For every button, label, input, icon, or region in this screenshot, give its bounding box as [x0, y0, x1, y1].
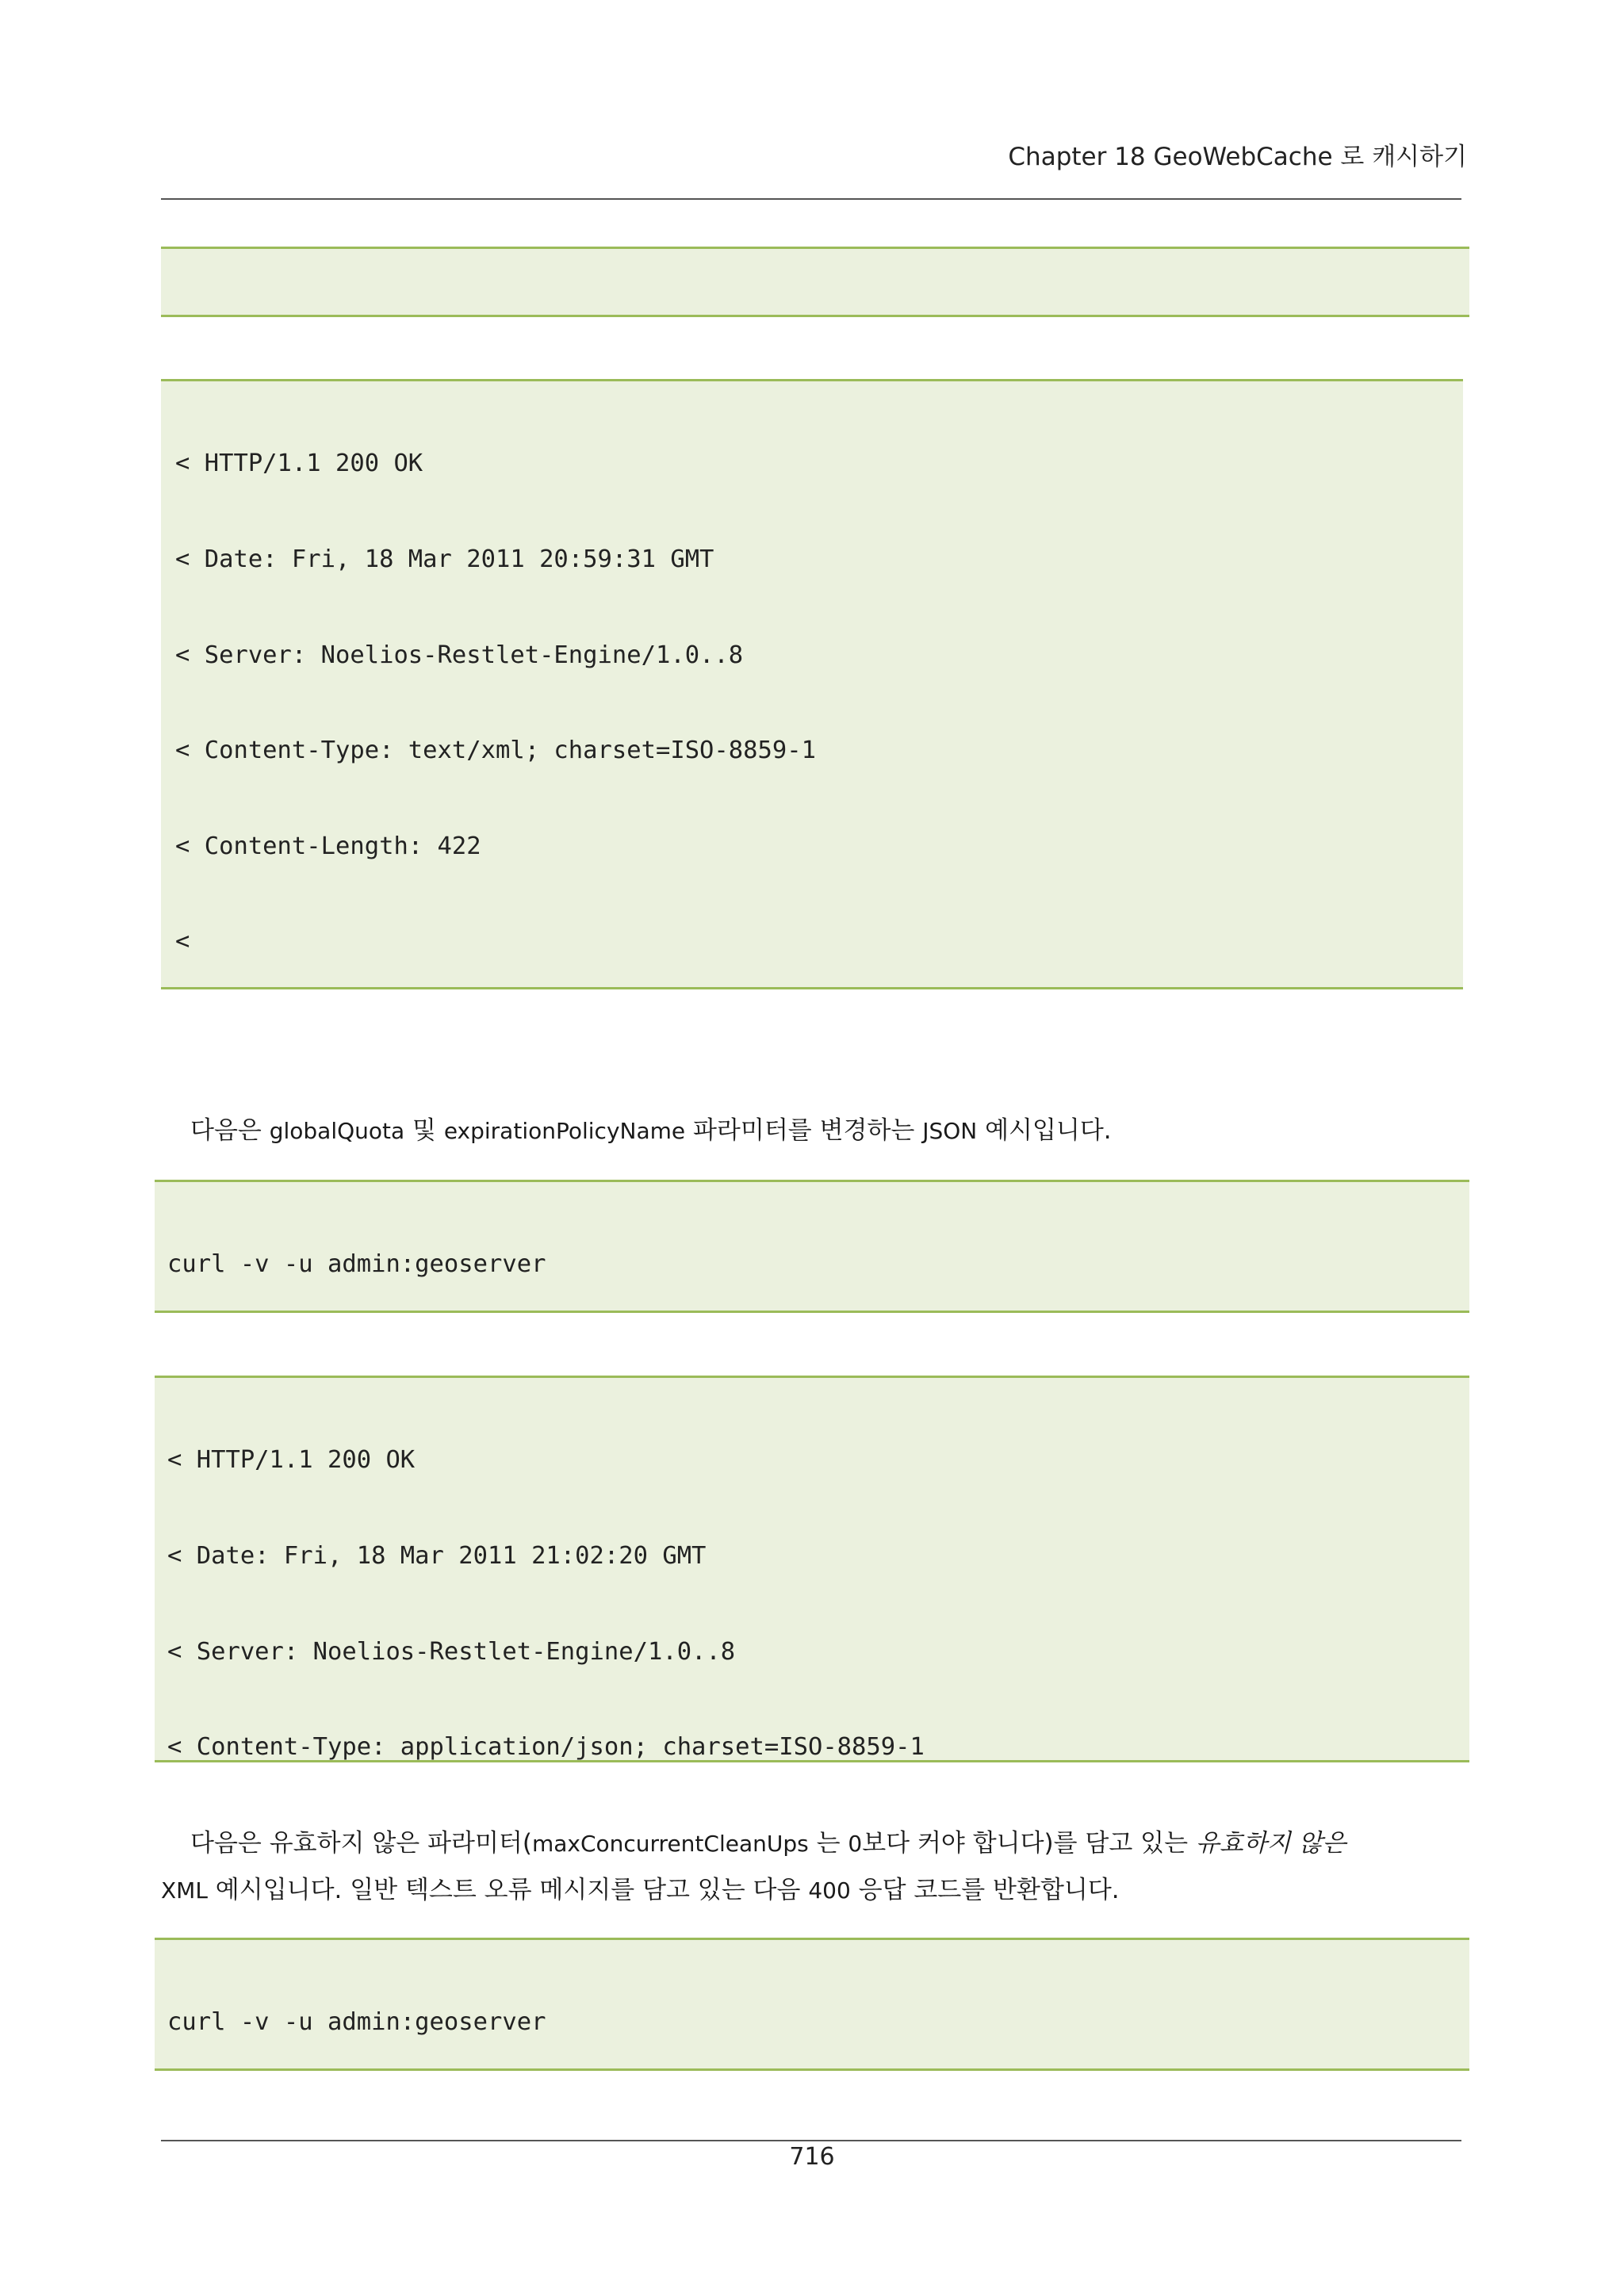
para-term: 400 [808, 1877, 851, 1904]
para-text: 파라미터를 변경하는 [685, 1116, 923, 1145]
para-text: 예시입니다. 일반 텍스트 오류 메시지를 담고 있는 다음 [207, 1876, 809, 1904]
para-term: JSON [922, 1118, 978, 1144]
code-line: < HTTP/1.1 200 OK [167, 1446, 416, 1475]
code-line: < Content-Type: application/json; charset=ISO-8859-1 [167, 1733, 925, 1762]
code-block-request-invalid-xml [155, 1938, 1469, 2071]
para-term: XML [161, 1877, 208, 1904]
code-line: < Server: Noelios-Restlet-Engine/1.0..8 [175, 641, 744, 669]
footer-rule [161, 2140, 1461, 2141]
para-emphasis: 유효하지 않은 [1195, 1829, 1346, 1858]
para-text: 응답 코드를 반환합니다. [850, 1876, 1120, 1904]
json-intro-paragraph [161, 1108, 1491, 1154]
code-line: < HTTP/1.1 200 OK [175, 450, 423, 478]
para-text: 보다 커야 합니다)를 담고 있는 [862, 1829, 1196, 1858]
para-term: maxConcurrentCleanUps [531, 1831, 809, 1857]
para-term: expirationPolicyName [443, 1118, 686, 1144]
para-text: 는 [808, 1829, 848, 1858]
code-line: < Server: Noelios-Restlet-Engine/1.0..8 [167, 1637, 736, 1666]
code-line: < [175, 928, 190, 956]
code-line: < Date: Fri, 18 Mar 2011 20:59:31 GMT [175, 545, 714, 573]
code-line: curl -v -u admin:geoserver [167, 1250, 546, 1279]
page-number: 716 [789, 2143, 835, 2171]
code-block-request-json [155, 1180, 1469, 1313]
code-line: < Content-Type: text/xml; charset=ISO-8859-1 [175, 737, 816, 765]
para-text: 다음은 [190, 1116, 270, 1145]
code-line: < Date: Fri, 18 Mar 2011 21:02:20 GMT [167, 1542, 707, 1570]
para-text: 및 [404, 1116, 444, 1145]
code-line: curl -v -u admin:geoserver [167, 2008, 546, 2037]
code-line [174, 316, 1455, 317]
para-term: 0 [848, 1831, 863, 1857]
chapter-header: Chapter 18 GeoWebCache 로 캐시하기 [1008, 143, 1467, 171]
code-block-response-json [155, 1376, 1469, 1762]
para-text: 예시입니다. [977, 1116, 1112, 1145]
para-text: 다음은 유효하지 않은 파라미터( [190, 1829, 532, 1858]
code-block-response-xml [161, 379, 1463, 989]
invalid-intro-paragraph [161, 1820, 1461, 1914]
header-rule [161, 198, 1461, 200]
code-block-request-xml [161, 247, 1469, 317]
code-line: < Content-Length: 422 [175, 832, 481, 860]
para-term: globalQuota [269, 1118, 405, 1144]
